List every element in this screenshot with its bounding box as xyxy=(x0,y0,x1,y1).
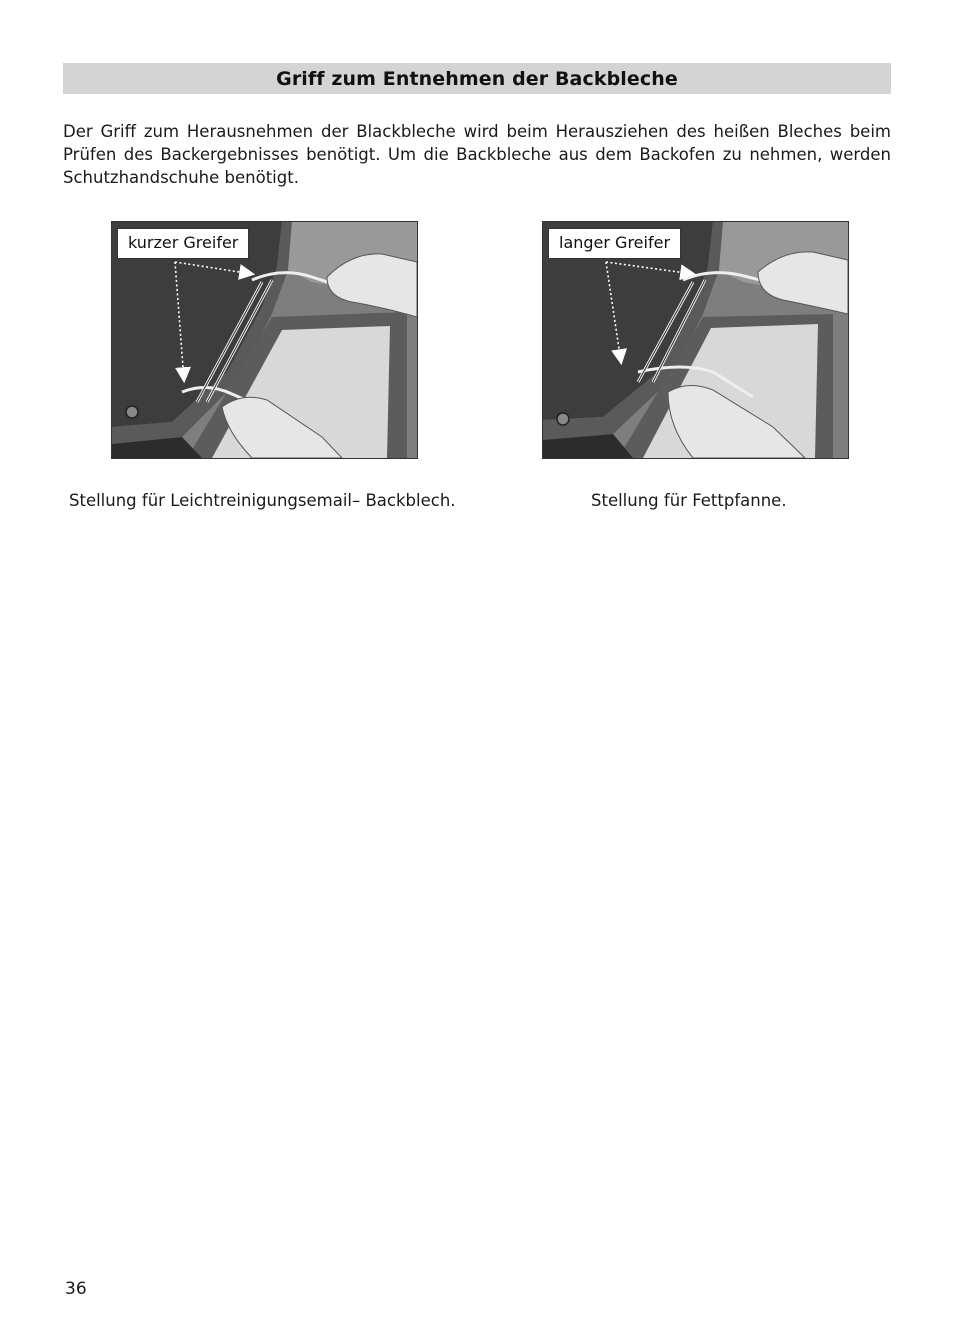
page-number: 36 xyxy=(65,1279,87,1299)
section-title: Griff zum Entnehmen der Backbleche xyxy=(276,67,678,90)
caption-long-gripper: Stellung für Fettpfanne. xyxy=(591,491,787,510)
intro-paragraph: Der Griff zum Herausnehmen der Blackbleche wird beim Herausziehen des heißen Bleches beim Prüfen des Backergebnisses benötigt. Um die Backbleche aus dem Backofen zu nehmen, werden Schutzhandschuhe benötigt. xyxy=(63,122,891,187)
section-header xyxy=(63,63,891,94)
caption-short-gripper: Stellung für Leichtreinigungsemail– Backblech. xyxy=(69,491,456,510)
long-gripper-label: langer Greifer xyxy=(548,228,681,259)
illustration-long-gripper xyxy=(542,221,849,459)
illustration-short-gripper xyxy=(111,221,418,459)
short-gripper-label: kurzer Greifer xyxy=(117,228,249,259)
